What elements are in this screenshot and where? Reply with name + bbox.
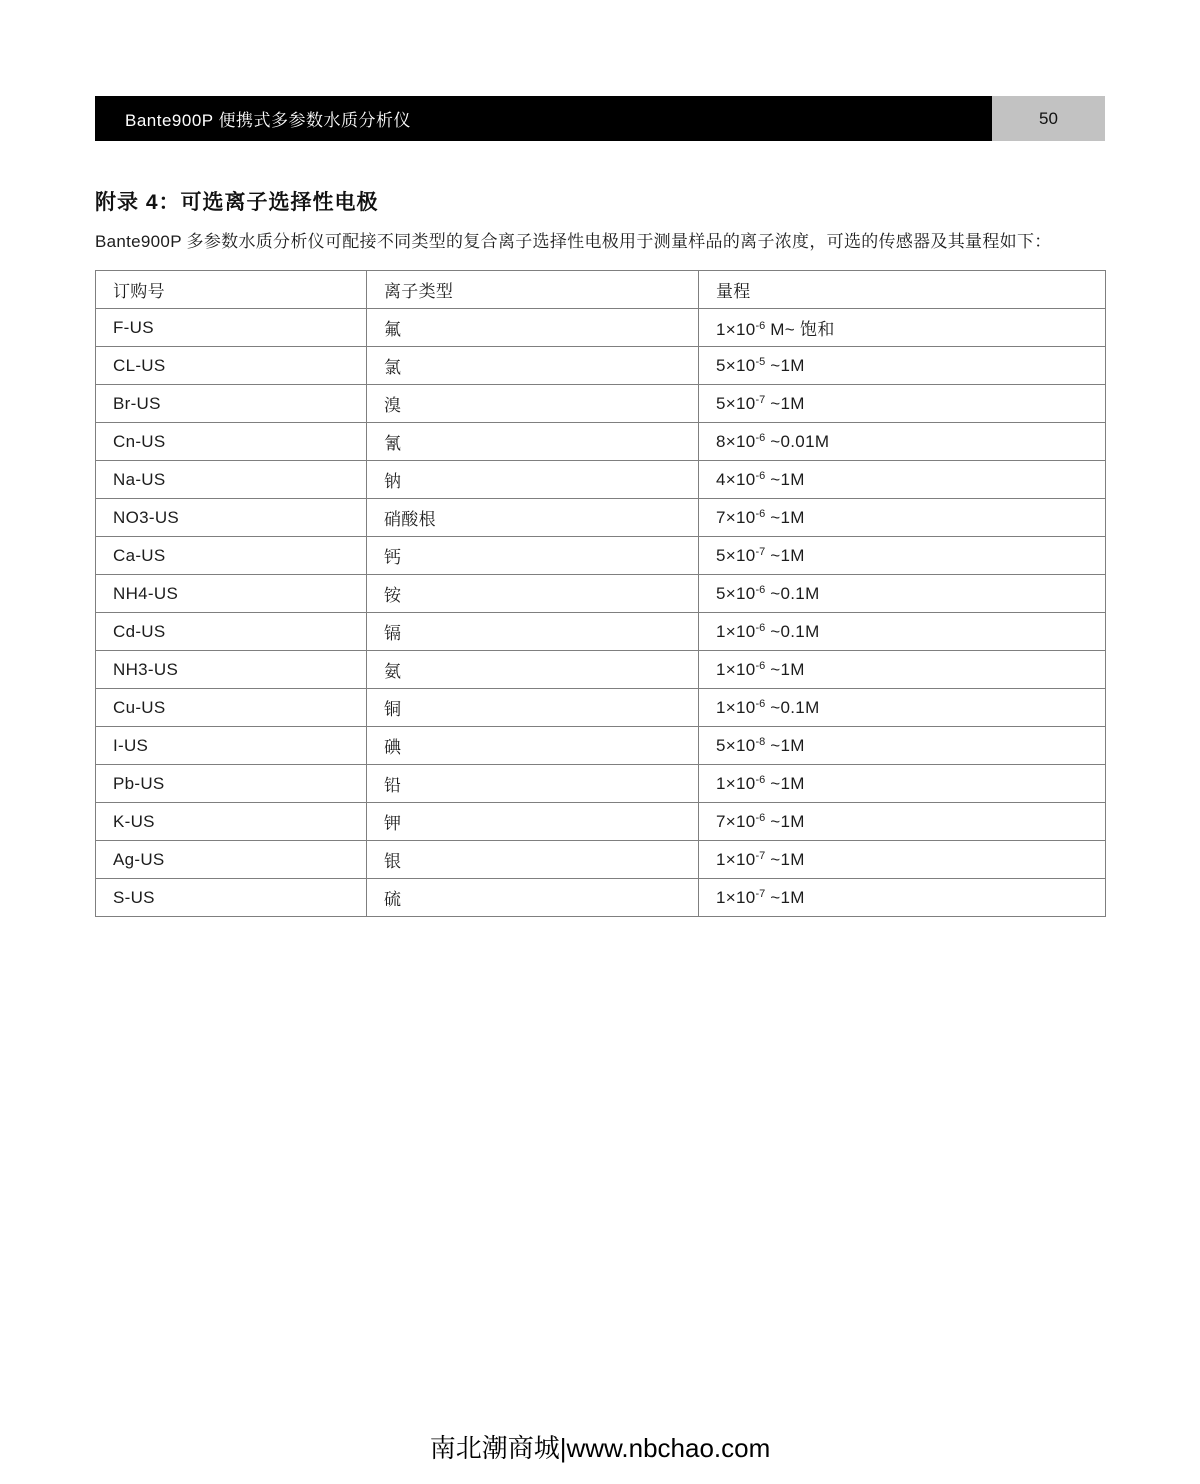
cell-ion-type: 氰 [367,423,699,461]
table-row [96,841,1106,879]
range-exponent: -6 [755,431,766,444]
table-body [96,309,1106,917]
range-base: 5×10 [716,545,756,565]
table-row [96,385,1106,423]
footer-watermark: 南北潮商城|www.nbchao.com [429,1433,771,1463]
range-base: 5×10 [716,735,756,755]
cell-order-no: Pb-US [96,765,367,803]
cell-range [699,423,1106,461]
cell-range [699,689,1106,727]
table-row [96,575,1106,613]
cell-order-no: CL-US [96,347,367,385]
range-base: 4×10 [716,469,756,489]
range-base: 1×10 [716,849,756,869]
column-header-range: 量程 [699,271,1106,309]
range-base: 5×10 [716,355,756,375]
cell-range [699,461,1106,499]
range-exponent: -7 [755,393,766,406]
cell-range [699,765,1106,803]
range-suffix: ~1M [765,507,805,527]
range-exponent: -6 [755,469,766,482]
cell-ion-type: 硝酸根 [367,499,699,537]
cell-order-no: Na-US [96,461,367,499]
range-exponent: -5 [755,355,766,368]
table-row [96,347,1106,385]
column-header-order-no: 订购号 [96,271,367,309]
table-row [96,689,1106,727]
range-suffix: ~0.1M [765,697,820,717]
cell-order-no: Ca-US [96,537,367,575]
range-exponent: -7 [755,887,766,900]
table-row [96,613,1106,651]
range-exponent: -7 [755,545,766,558]
cell-ion-type: 钙 [367,537,699,575]
page-header-bar [95,96,1105,141]
cell-ion-type: 氨 [367,651,699,689]
cell-ion-type: 硫 [367,879,699,917]
table-row [96,461,1106,499]
section-intro: Bante900P 多参数水质分析仪可配接不同类型的复合离子选择性电极用于测量样品的离子浓度，可选的传感器及其量程如下： [95,232,1052,251]
range-base: 5×10 [716,393,756,413]
range-base: 5×10 [716,583,756,603]
range-exponent: -7 [755,849,766,862]
cell-range [699,613,1106,651]
cell-order-no: Cd-US [96,613,367,651]
cell-order-no: Ag-US [96,841,367,879]
cell-ion-type: 铜 [367,689,699,727]
range-suffix: ~1M [765,849,805,869]
cell-range [699,879,1106,917]
electrode-table [95,270,1106,917]
range-exponent: -6 [755,583,766,596]
table-row [96,537,1106,575]
range-base: 7×10 [716,811,756,831]
page-number: 50 [992,96,1105,141]
range-base: 1×10 [716,773,756,793]
table-row [96,765,1106,803]
range-exponent: -6 [755,320,766,332]
cell-range [699,841,1106,879]
range-base: 1×10 [716,697,756,717]
cell-range [699,575,1106,613]
range-suffix: ~1M [765,659,805,679]
cell-ion-type: 铵 [367,575,699,613]
table-row [96,423,1106,461]
range-suffix: ~1M [765,545,805,565]
cell-order-no: Cu-US [96,689,367,727]
cell-ion-type: 银 [367,841,699,879]
table-row [96,309,1106,347]
range-base: 1×10 [716,887,756,907]
section-title: 附录 4：可选离子选择性电极 [95,191,379,214]
range-suffix: ~1M [765,773,805,793]
range-suffix: ~0.1M [765,583,820,603]
range-suffix: ~1M [765,469,805,489]
cell-order-no: NH4-US [96,575,367,613]
cell-ion-type: 铅 [367,765,699,803]
cell-range [699,803,1106,841]
range-exponent: -6 [755,659,766,672]
table-row [96,727,1106,765]
cell-ion-type: 碘 [367,727,699,765]
range-exponent: -6 [755,773,766,786]
cell-range [699,537,1106,575]
cell-ion-type: 钠 [367,461,699,499]
range-base: 7×10 [716,507,756,527]
column-header-ion-type: 离子类型 [367,271,699,309]
cell-ion-type: 氯 [367,347,699,385]
cell-order-no: NH3-US [96,651,367,689]
range-exponent: -6 [755,697,766,710]
cell-range [699,651,1106,689]
range-suffix: ~1M [765,393,805,413]
document-title: Bante900P 便携式多参数水质分析仪 [95,96,992,141]
cell-range [699,727,1106,765]
cell-ion-type: 钾 [367,803,699,841]
range-exponent: -6 [755,507,766,520]
table-header-row [96,271,1106,309]
range-base: 1×10 [716,621,756,641]
cell-order-no: NO3-US [96,499,367,537]
range-suffix: ~1M [765,355,805,375]
range-base: 1×10 [716,320,756,339]
range-base: 1×10 [716,659,756,679]
cell-order-no: S-US [96,879,367,917]
cell-range [699,499,1106,537]
table-row [96,803,1106,841]
cell-order-no: I-US [96,727,367,765]
range-exponent: -8 [755,735,766,748]
cell-range [699,347,1106,385]
cell-order-no: Br-US [96,385,367,423]
range-exponent: -6 [755,621,766,634]
cell-ion-type: 氟 [367,309,699,347]
table-header [96,271,1106,309]
range-base: 8×10 [716,431,756,451]
cell-ion-type: 溴 [367,385,699,423]
cell-range [699,309,1106,347]
table-row [96,499,1106,537]
cell-order-no: F-US [96,309,367,347]
table-row [96,879,1106,917]
range-suffix: ~1M [765,735,805,755]
cell-range [699,385,1106,423]
range-suffix: M~ 饱和 [765,320,835,339]
range-suffix: ~1M [765,811,805,831]
range-suffix: ~0.1M [765,621,820,641]
cell-order-no: K-US [96,803,367,841]
range-suffix: ~1M [765,887,805,907]
range-suffix: ~0.01M [765,431,830,451]
cell-ion-type: 镉 [367,613,699,651]
table-row [96,651,1106,689]
range-exponent: -6 [755,811,766,824]
cell-order-no: Cn-US [96,423,367,461]
